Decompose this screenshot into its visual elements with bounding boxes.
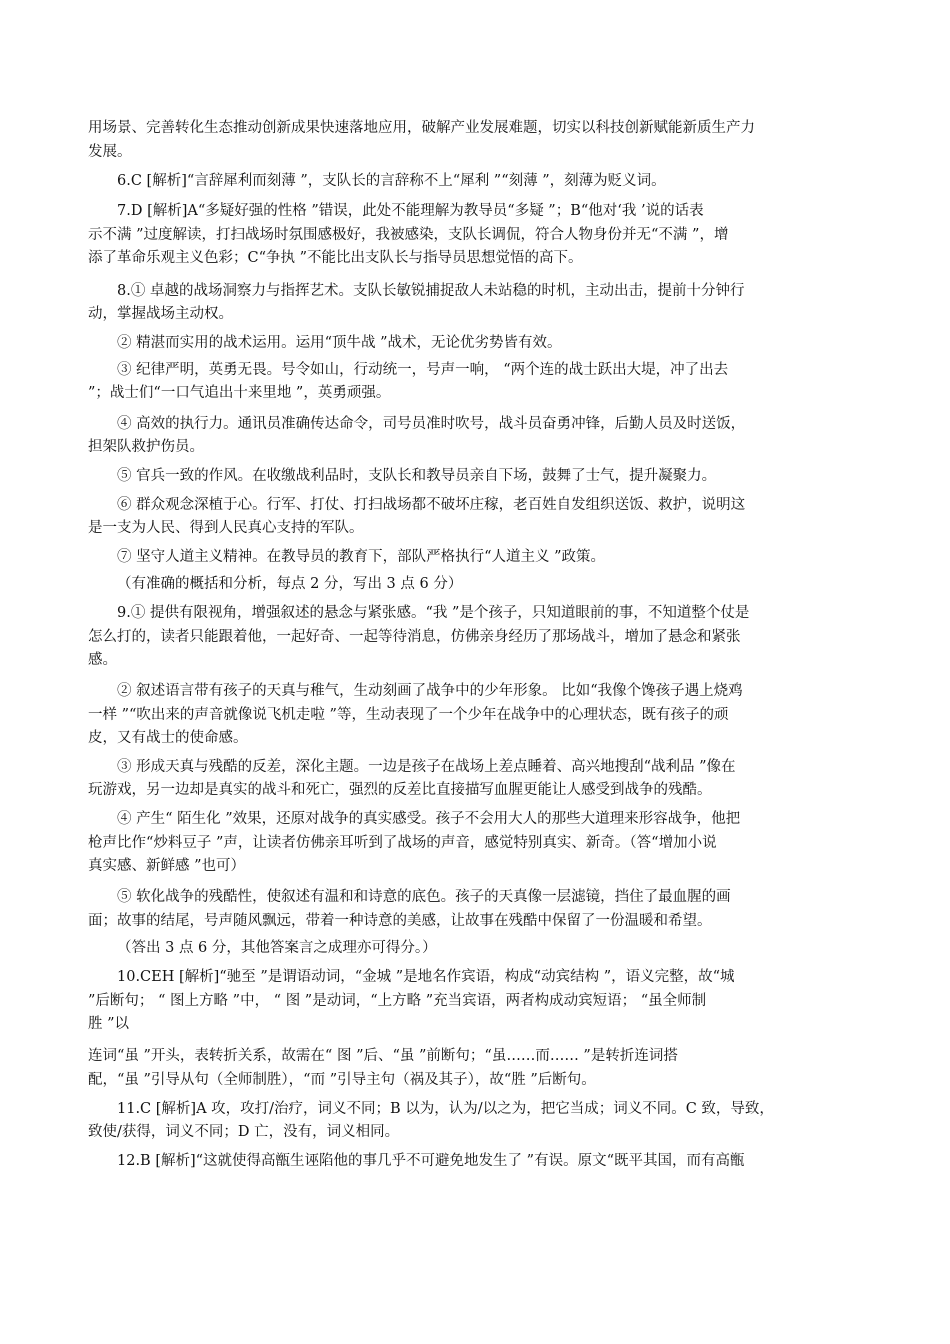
text-line: 皮，又有战士的使命感。 bbox=[88, 730, 248, 746]
text-line: ③ 纪律严明，英勇无畏。号令如山，行动统一，号声一响， “两个连的战士跃出大堤，冲了出去 bbox=[117, 362, 729, 378]
text-line: ”；战士们“一口气追出十来里地 ”，英勇顽强。 bbox=[88, 385, 391, 401]
text-line: 11.C [解析]A 攻，攻打/治疗，词义不同；B 以为，认为/以之为，把它当成；词义不同。C 致，导致， bbox=[117, 1101, 774, 1117]
text-line: （答出 3 点 6 分，其他答案言之成理亦可得分。） bbox=[117, 940, 437, 956]
text-line: 配，“虽 ”引导从句（全师制胜），“而 ”引导主句（祸及其子），故“胜 ”后断句。 bbox=[88, 1072, 596, 1088]
text-line: 用场景、完善转化生态推动创新成果快速落地应用，破解产业发展难题，切实以科技创新赋能新质生产力 bbox=[88, 120, 755, 136]
text-line: 6.C [解析]“言辞犀利而刻薄 ”，支队长的言辞称不上“犀利 ”“刻薄 ”，刻薄为贬义词。 bbox=[117, 173, 666, 189]
text-line: ⑦ 坚守人道主义精神。在教导员的教育下，部队严格执行“人道主义 ”政策。 bbox=[117, 549, 606, 565]
text-line: 真实感、新鲜感 ”也可） bbox=[88, 858, 246, 874]
text-line: 7.D [解析]A“多疑好强的性格 ”错误，此处不能理解为教导员“多疑 ”；B“他对‘我 ’说的话表 bbox=[117, 203, 704, 219]
text-line: ⑤ 软化战争的残酷性，使叙述有温和和诗意的底色。孩子的天真像一层滤镜，挡住了最血腥的画 bbox=[117, 889, 731, 905]
text-line: ”后断句； “ 图上方略 ”中， “ 图 ”是动词，“上方略 ”充当宾语，两者构成动宾短语； “虽全师制 bbox=[88, 993, 707, 1009]
text-line: ③ 形成天真与残酷的反差，深化主题。一边是孩子在战场上差点睡着、高兴地搜刮“战利品 ”像在 bbox=[117, 759, 736, 775]
text-line: ⑤ 官兵一致的作风。在收缴战利品时，支队长和教导员亲自下场，鼓舞了士气，提升凝聚力。 bbox=[117, 468, 717, 484]
text-line: 动，掌握战场主动权。 bbox=[88, 306, 233, 322]
text-line: 12.B [解析]“这就使得高甑生诬陷他的事几乎不可避免地发生了 ”有误。原文“既平其国，而有高甑 bbox=[117, 1153, 745, 1169]
text-line: 枪声比作“炒料豆子 ”声，让读者仿佛亲耳听到了战场的声音，感觉特别真实、新奇。（答“增加小说 bbox=[88, 835, 717, 851]
text-line: 担架队救护伤员。 bbox=[88, 439, 204, 455]
text-line: 10.CEH [解析]“驰至 ”是谓语动词，“金城 ”是地名作宾语，构成“动宾结构 ”，语义完整，故“城 bbox=[117, 969, 735, 985]
text-line: 发展。 bbox=[88, 144, 132, 160]
text-line: ④ 产生“ 陌生化 ”效果，还原对战争的真实感受。孩子不会用大人的那些大道理来形容战争，他把 bbox=[117, 811, 741, 827]
text-line: 9.① 提供有限视角，增强叙述的悬念与紧张感。“我 ”是个孩子，只知道眼前的事，不知道整个仗是 bbox=[117, 605, 750, 621]
text-line: 示不满 ”过度解读，打扫战场时氛围感极好，我被感染，支队长调侃，符合人物身份并无“不满 ”，增 bbox=[88, 227, 729, 243]
text-line: 致使/获得，词义不同；D 亡，没有，词义相同。 bbox=[88, 1124, 400, 1140]
text-line: 连词“虽 ”开头，表转折关系，故需在“ 图 ”后、“虽 ”前断句；“虽……而…… ”是转折连词搭 bbox=[88, 1048, 678, 1064]
text-line: 是一支为人民、得到人民真心支持的军队。 bbox=[88, 520, 364, 536]
text-line: 玩游戏，另一边却是真实的战斗和死亡，强烈的反差比直接描写血腥更能让人感受到战争的残酷。 bbox=[88, 782, 712, 798]
text-line: 添了革命乐观主义色彩；C“争执 ”不能比出支队长与指导员思想觉悟的高下。 bbox=[88, 250, 583, 266]
text-line: 8.① 卓越的战场洞察力与指挥艺术。支队长敏锐捕捉敌人未站稳的时机，主动出击，提前十分钟行 bbox=[117, 283, 745, 299]
text-line: 面；故事的结尾，号声随风飘远，带着一种诗意的美感，让故事在残酷中保留了一份温暖和希望。 bbox=[88, 913, 712, 929]
text-line: ② 叙述语言带有孩子的天真与稚气，生动刻画了战争中的少年形象。 比如“我像个馋孩子遇上烧鸡 bbox=[117, 683, 743, 699]
text-line: ⑥ 群众观念深植于心。行军、打仗、打扫战场都不破坏庄稼，老百姓自发组织送饭、救护，说明这 bbox=[117, 497, 746, 513]
text-line: ④ 高效的执行力。通讯员准确传达命令，司号员准时吹号，战斗员奋勇冲锋，后勤人员及时送饭， bbox=[117, 416, 746, 432]
text-line: （有准确的概括和分析，每点 2 分，写出 3 点 6 分） bbox=[117, 576, 463, 592]
text-line: 怎么打的，读者只能跟着他，一起好奇、一起等待消息，仿佛亲身经历了那场战斗，增加了悬念和紧张 bbox=[88, 629, 741, 645]
text-line: 一样 ”“吹出来的声音就像说飞机走啦 ”等，生动表现了一个少年在战争中的心理状态，既有孩子的顽 bbox=[88, 707, 729, 723]
text-line: ② 精湛而实用的战术运用。运用“顶牛战 ”战术，无论优劣势皆有效。 bbox=[117, 335, 562, 351]
text-line: 感。 bbox=[88, 652, 117, 668]
text-line: 胜 ”以 bbox=[88, 1016, 130, 1032]
